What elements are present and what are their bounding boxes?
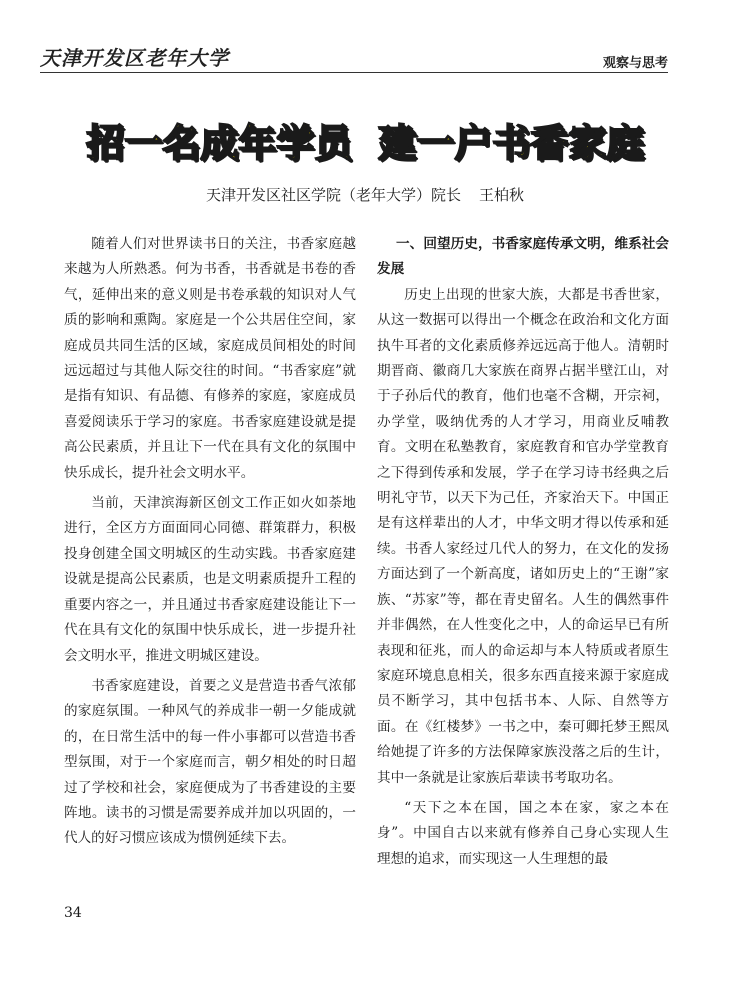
author-affiliation: 天津开发区社区学院（老年大学）院长: [205, 186, 461, 204]
byline: [40, 184, 690, 205]
header-divider: [40, 72, 668, 73]
body-paragraph: 随着人们对世界读书日的关注，书香家庭越来越为人所熟悉。何为书香，书香就是书卷的香气，延伸出来的意义则是书卷承载的知识对人气质的影响和熏陶。家庭是一个公共居住空间，家庭成员共同生活的区域，家庭成员间相处的时间远远超过与其他人际交往的时间。“书香家庭”就是指有知识、有品德、有修养的家庭，家庭成员喜爱阅读乐于学习的家庭。书香家庭建设就是提高公民素质，并且让下一代在具有文化的氛围中快乐成长，提升社会文明水平。: [64, 236, 356, 481]
body-paragraph: “天下之本在国，国之本在家，家之本在身”。中国自古以来就有修养自己身心实现人生理想的追求，而实现这一人生理想的最: [377, 799, 669, 867]
body-paragraph: 历史上出现的世家大族，大都是书香世家，从这一数据可以得出一个概念在政治和文化方面执牛耳者的文化素质修养远远高于他人。清朝时期晋商、徽商几大家族在商界占据半壁江山，对于子孙后代的教育，他们也毫不含糊，开宗祠，办学堂，吸纳优秀的人才学习，用商业反哺教育。文明在私塾教育，家庭教育和官办学堂教育之下得到传承和发展，学子在学习诗书经典之后明礼守节，以天下为己任，齐家治天下。中国正是有这样辈出的人才，中华文明才得以传承和延续。书香人家经过几代人的努力，在文化的发扬方面达到了一个新高度，诸如历史上的“王谢”家族、“苏家”等，都在青史留名。人生的偶然事件并非偶然，在人性变化之中，人的命运早已有所表现和征兆，而人的命运却与本人特质或者原生家庭环境息息相关，很多东西直接来源于家庭成员不断学习，其中包括书本、人际、自然等方面。在《红楼梦》一书之中，秦可卿托梦王熙凤给她提了许多的方法保障家族没落之后的生计，其中一条就是让家族后辈读书考取功名。: [377, 286, 669, 786]
page-header: [40, 42, 668, 72]
author-name: 王柏秋: [479, 186, 525, 204]
article-title: [40, 112, 690, 167]
page-number: 34: [64, 905, 82, 921]
section-heading: 一、回望历史，书香家庭传承文明，维系社会发展: [377, 236, 669, 278]
article-title-part-2: 建一户书香家庭: [378, 121, 645, 165]
body-paragraph: 书香家庭建设，首要之义是营造书香气浓郁的家庭氛围。一种风气的养成非一朝一夕能成就的，在日常生活中的每一件小事都可以营造书香型氛围，对于一个家庭而言，朝夕相处的时日超过了学校和社会，家庭便成为了书香建设的主要阵地。读书的习惯是需要养成并加以巩固的，一代人的好习惯应该成为惯例延续下去。: [64, 677, 356, 847]
journal-name: 天津开发区老年大学: [40, 46, 229, 70]
article-title-part-1: 招一名成年学员: [85, 121, 352, 165]
section-label: 观察与思考: [602, 56, 668, 71]
left-column: [64, 232, 356, 857]
body-paragraph: 当前，天津滨海新区创文工作正如火如荼地进行，全区方方面面同心同德、群策群力，积极投身创建全国文明城区的生动实践。书香家庭建设就是提高公民素质，也是文明素质提升工程的重要内容之一，并且通过书香家庭建设能让下一代在具有文化的氛围中快乐成长，进一步提升社会文明水平，推进文明城区建设。: [64, 495, 356, 664]
right-column: [377, 232, 669, 877]
